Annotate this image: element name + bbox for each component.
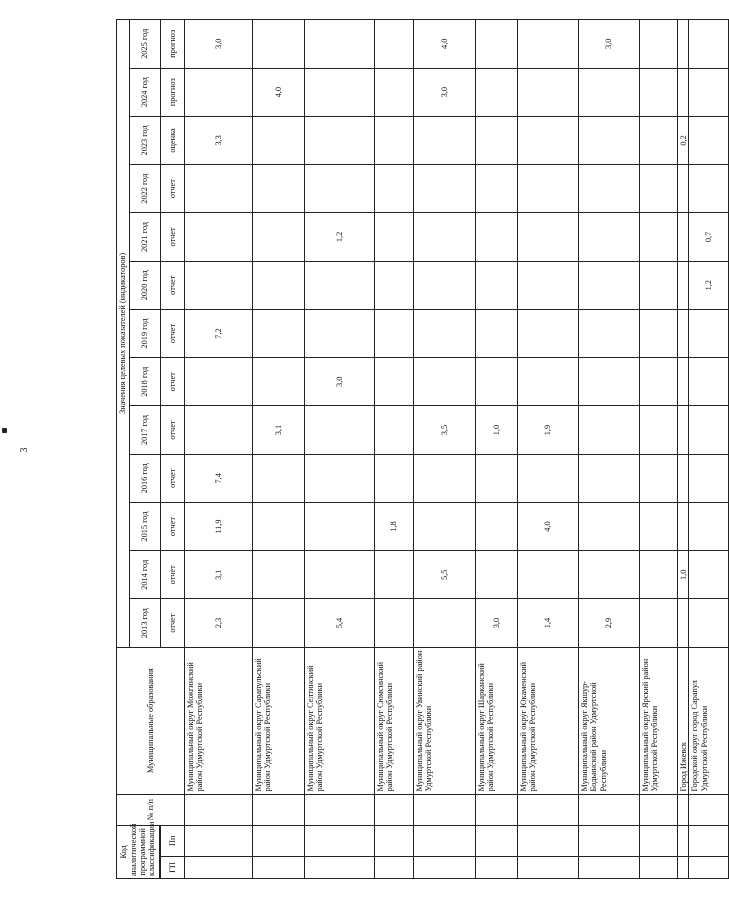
value-cell (476, 68, 518, 116)
value-cell (253, 454, 305, 502)
value-kind-header: отчет (161, 261, 185, 309)
value-cell (375, 551, 414, 599)
value-cell (579, 406, 640, 454)
value-kind-header: отчет (161, 406, 185, 454)
value-kind-header: отчет (161, 454, 185, 502)
value-cell (640, 454, 678, 502)
value-cell (518, 165, 579, 213)
value-cell (678, 406, 689, 454)
gp-cell (375, 856, 414, 878)
municipality-name: Город Ижевск (678, 647, 689, 794)
number-cell (678, 794, 689, 825)
year-header: 2014 год (130, 551, 161, 599)
value-kind-header: прогноз (161, 20, 185, 69)
value-cell (375, 599, 414, 647)
value-cell (678, 599, 689, 647)
value-cell (305, 551, 375, 599)
value-cell (185, 261, 253, 309)
value-cell (253, 309, 305, 357)
value-cell (185, 406, 253, 454)
year-header: 2025 год (130, 20, 161, 69)
value-cell (414, 599, 476, 647)
number-cell (476, 794, 518, 825)
value-cell (640, 551, 678, 599)
pp-cell (678, 825, 689, 856)
gp-cell (305, 856, 375, 878)
value-cell (476, 358, 518, 406)
pp-cell (185, 825, 253, 856)
value-cell (476, 502, 518, 550)
value-cell (518, 309, 579, 357)
value-cell (305, 116, 375, 164)
value-cell (678, 68, 689, 116)
number-cell (375, 794, 414, 825)
value-cell (579, 454, 640, 502)
value-cell (375, 116, 414, 164)
table-row (476, 20, 518, 879)
municipality-header: Муниципальные образования (117, 647, 185, 794)
code-header: Код аналитической программной классификации (117, 825, 160, 878)
value-cell: 2,9 (579, 599, 640, 647)
value-cell (689, 406, 729, 454)
pp-cell (253, 825, 305, 856)
value-cell (689, 599, 729, 647)
pp-cell (476, 825, 518, 856)
value-kind-header: прогноз (161, 68, 185, 116)
value-cell (689, 309, 729, 357)
value-cell (579, 551, 640, 599)
pp-cell (414, 825, 476, 856)
value-kind-header: отчет (161, 551, 185, 599)
value-cell (253, 502, 305, 550)
value-cell (678, 261, 689, 309)
value-cell (253, 213, 305, 261)
value-cell: 1,4 (518, 599, 579, 647)
year-header: 2013 год (130, 599, 161, 647)
year-header: 2022 год (130, 165, 161, 213)
value-cell (375, 68, 414, 116)
value-cell: 1,9 (518, 406, 579, 454)
number-cell (305, 794, 375, 825)
value-cell: 3,0 (476, 599, 518, 647)
municipality-name: Муниципальный округ Сарапульский район Удмуртской Республики (253, 647, 305, 794)
table-row (518, 20, 579, 879)
value-cell: 4,0 (518, 502, 579, 550)
value-cell (375, 213, 414, 261)
value-cell (253, 358, 305, 406)
value-cell (518, 68, 579, 116)
table-row (375, 20, 414, 879)
page-number: 3 (19, 447, 30, 453)
value-cell (689, 20, 729, 69)
value-cell: 2,3 (185, 599, 253, 647)
gp-cell (253, 856, 305, 878)
table-row (579, 20, 640, 879)
gp-cell (640, 856, 678, 878)
table-row (305, 20, 375, 879)
value-cell (305, 406, 375, 454)
value-cell: 4,0 (253, 68, 305, 116)
value-cell (253, 551, 305, 599)
year-header: 2018 год (130, 358, 161, 406)
value-cell (375, 358, 414, 406)
number-cell (689, 794, 729, 825)
number-cell (640, 794, 678, 825)
value-cell (579, 116, 640, 164)
gp-cell (689, 856, 729, 878)
value-cell (305, 261, 375, 309)
value-cell (678, 165, 689, 213)
value-cell (253, 261, 305, 309)
year-header: 2023 год (130, 116, 161, 164)
value-cell: 11,9 (185, 502, 253, 550)
value-cell (640, 68, 678, 116)
value-cell (640, 213, 678, 261)
value-cell (375, 406, 414, 454)
value-cell (579, 165, 640, 213)
value-cell (678, 20, 689, 69)
year-header: 2021 год (130, 213, 161, 261)
municipality-name: Муниципальный округ Сюмсинский район Удмуртской Республики (375, 647, 414, 794)
pp-cell (305, 825, 375, 856)
value-cell (253, 599, 305, 647)
value-cell (414, 165, 476, 213)
value-cell (476, 213, 518, 261)
value-cell (640, 599, 678, 647)
municipality-name: Муниципальный округ Можгинский район Удмуртской Республики (185, 647, 253, 794)
value-cell (689, 551, 729, 599)
gp-cell (185, 856, 253, 878)
value-kind-header: отчет (161, 599, 185, 647)
value-cell (185, 165, 253, 213)
value-cell (689, 68, 729, 116)
value-cell (640, 261, 678, 309)
pp-cell (689, 825, 729, 856)
pp-cell (579, 825, 640, 856)
value-cell (253, 116, 305, 164)
municipality-name: Муниципальный округ Шарканский район Удмуртской Республики (476, 647, 518, 794)
values-header: Значения целевых показателей (индикаторов) (117, 20, 130, 648)
value-kind-header: отчет (161, 309, 185, 357)
table-row (185, 20, 253, 879)
table-row (414, 20, 476, 879)
value-cell (689, 358, 729, 406)
municipality-name: Муниципальный округ Юкаменский район Удмуртской Республики (518, 647, 579, 794)
value-cell (305, 309, 375, 357)
value-cell (518, 551, 579, 599)
value-cell (678, 309, 689, 357)
value-cell: 5,5 (414, 551, 476, 599)
value-kind-header: отчет (161, 358, 185, 406)
value-cell (414, 309, 476, 357)
table-row (253, 20, 305, 879)
value-cell (640, 502, 678, 550)
pp-cell (375, 825, 414, 856)
value-cell (678, 213, 689, 261)
value-cell (185, 213, 253, 261)
gp-cell (678, 856, 689, 878)
value-cell: 3,0 (185, 20, 253, 69)
value-cell (640, 309, 678, 357)
year-header: 2024 год (130, 68, 161, 116)
number-header: № п/п (117, 794, 185, 825)
value-cell (476, 551, 518, 599)
year-header: 2017 год (130, 406, 161, 454)
value-cell (518, 213, 579, 261)
value-kind-header: отчет (161, 213, 185, 261)
value-cell (518, 261, 579, 309)
value-cell (579, 213, 640, 261)
value-cell: 3,1 (253, 406, 305, 454)
value-cell (305, 165, 375, 213)
table-row (640, 20, 678, 879)
value-cell (678, 454, 689, 502)
value-cell: 7,2 (185, 309, 253, 357)
table-row (678, 20, 689, 879)
gp-cell (476, 856, 518, 878)
number-cell (414, 794, 476, 825)
value-cell: 1,0 (678, 551, 689, 599)
value-cell: 3,0 (414, 68, 476, 116)
value-cell: 3,3 (185, 116, 253, 164)
value-cell (375, 309, 414, 357)
value-cell: 4,0 (414, 20, 476, 69)
value-cell (476, 261, 518, 309)
value-cell (640, 406, 678, 454)
gp-header: ГП (161, 856, 185, 878)
value-cell (375, 261, 414, 309)
value-cell (689, 165, 729, 213)
gp-cell (518, 856, 579, 878)
value-cell: 0,2 (678, 116, 689, 164)
value-cell (375, 20, 414, 69)
value-cell (640, 165, 678, 213)
value-cell (476, 454, 518, 502)
value-cell (518, 20, 579, 69)
value-kind-header: оценка (161, 116, 185, 164)
municipality-name: Муниципальный округ Селтинский район Удмуртской Республики (305, 647, 375, 794)
value-cell: 1,0 (476, 406, 518, 454)
value-kind-header: отчет (161, 165, 185, 213)
value-cell (640, 20, 678, 69)
value-cell (518, 454, 579, 502)
year-header: 2015 год (130, 502, 161, 550)
value-cell (185, 68, 253, 116)
value-cell: 1,2 (689, 261, 729, 309)
value-cell (518, 358, 579, 406)
gp-cell (579, 856, 640, 878)
value-cell (689, 454, 729, 502)
pp-cell (640, 825, 678, 856)
value-cell (476, 165, 518, 213)
value-kind-header: отчет (161, 502, 185, 550)
value-cell (305, 502, 375, 550)
value-cell (305, 68, 375, 116)
value-cell (476, 20, 518, 69)
value-cell (579, 261, 640, 309)
value-cell (476, 309, 518, 357)
value-cell (414, 502, 476, 550)
value-cell (579, 68, 640, 116)
gp-cell (414, 856, 476, 878)
number-cell (518, 794, 579, 825)
year-header: 2019 год (130, 309, 161, 357)
municipality-name: Городской округ город Сарапул Удмуртской Республики (689, 647, 729, 794)
value-cell (579, 502, 640, 550)
value-cell (375, 165, 414, 213)
value-cell (689, 502, 729, 550)
value-cell (253, 165, 305, 213)
value-cell (375, 454, 414, 502)
value-cell (640, 116, 678, 164)
value-cell (476, 116, 518, 164)
pp-cell (518, 825, 579, 856)
value-cell: 5,4 (305, 599, 375, 647)
value-cell: 3,5 (414, 406, 476, 454)
value-cell (414, 261, 476, 309)
year-header: 2020 год (130, 261, 161, 309)
value-cell: 3,0 (579, 20, 640, 69)
value-cell: 7,4 (185, 454, 253, 502)
number-cell (185, 794, 253, 825)
value-cell (414, 454, 476, 502)
number-cell (253, 794, 305, 825)
value-cell (305, 454, 375, 502)
municipality-name: Муниципальный округ Ярский район Удмуртской Республики (640, 647, 678, 794)
value-cell: 1,8 (375, 502, 414, 550)
value-cell (579, 309, 640, 357)
pp-header: Пп (161, 825, 185, 856)
value-cell: 3,1 (185, 551, 253, 599)
municipality-name: Муниципальный округ Увинский район Удмуртской Республики (414, 647, 476, 794)
value-cell: 0,7 (689, 213, 729, 261)
value-cell (678, 358, 689, 406)
value-cell: 3,0 (305, 358, 375, 406)
value-cell (518, 116, 579, 164)
value-cell (640, 358, 678, 406)
value-cell (579, 358, 640, 406)
rotated-table-container (116, 19, 714, 879)
value-cell (414, 116, 476, 164)
number-cell (579, 794, 640, 825)
value-cell (414, 213, 476, 261)
value-cell (689, 116, 729, 164)
table-row (689, 20, 729, 879)
year-header: 2016 год (130, 454, 161, 502)
value-cell: 1,2 (305, 213, 375, 261)
value-cell (414, 358, 476, 406)
value-cell (305, 20, 375, 69)
indicator-table (116, 19, 729, 879)
value-cell (185, 358, 253, 406)
value-cell (253, 20, 305, 69)
scan-artifact-dot (2, 428, 7, 433)
value-cell (678, 502, 689, 550)
municipality-name: Муниципальный округ Якшур-Бодьинский район Удмуртской Республики (579, 647, 640, 794)
